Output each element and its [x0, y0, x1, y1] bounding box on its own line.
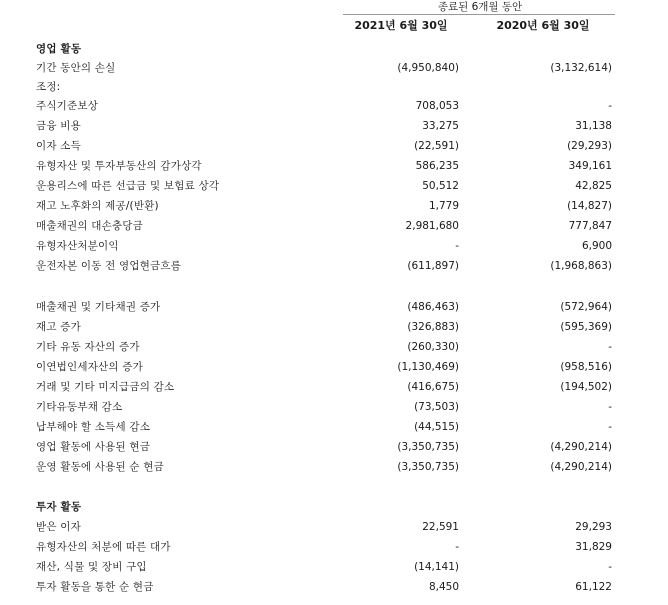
value-2020: 42,825 — [575, 180, 612, 192]
row-label: 이연법인세자산의 증가 — [36, 361, 143, 373]
row-label: 재고 증가 — [36, 321, 81, 333]
value-2020: 6,900 — [581, 240, 612, 252]
row-label: 기간 동안의 손실 — [36, 62, 116, 74]
value-2021: (416,675) — [407, 381, 459, 393]
row-label: 받은 이자 — [36, 521, 81, 533]
section-heading — [0, 498, 668, 517]
table-row — [0, 438, 668, 457]
row-label: 이자 소득 — [36, 140, 81, 152]
row-label: 유형자산의 처분에 따른 대가 — [36, 541, 171, 553]
row-label: 기타 유동 자산의 증가 — [36, 341, 140, 353]
value-2020: - — [608, 100, 612, 112]
table-row — [0, 237, 668, 256]
table-row — [0, 318, 668, 337]
table-row — [0, 117, 668, 136]
table-row — [0, 197, 668, 216]
value-2020: (4,290,214) — [550, 461, 612, 473]
table-row — [0, 398, 668, 417]
value-2020: 29,293 — [575, 521, 612, 533]
value-2020: 31,138 — [575, 120, 612, 132]
row-label: 매출채권의 대손충당금 — [36, 220, 143, 232]
row-label: 거래 및 기타 미지급금의 감소 — [36, 381, 175, 393]
value-2021: (3,350,735) — [397, 441, 459, 453]
table-row — [0, 137, 668, 156]
row-label: 운전자본 이동 전 영업현금흐름 — [36, 260, 182, 272]
value-2020: (572,964) — [560, 301, 612, 313]
table-row — [0, 257, 668, 276]
value-2021: 708,053 — [415, 100, 459, 112]
value-2020: (194,502) — [560, 381, 612, 393]
period-header: 종료된 6개월 동안 — [437, 1, 523, 13]
value-2021: 50,512 — [422, 180, 459, 192]
table-row — [0, 59, 668, 78]
column-header-2021: 2021년 6월 30일 — [354, 19, 448, 32]
table-row — [0, 97, 668, 116]
value-2020: 349,161 — [568, 160, 612, 172]
value-2020: - — [608, 341, 612, 353]
row-label: 유형자산처분이익 — [36, 240, 119, 252]
value-2020: - — [608, 561, 612, 573]
row-label: 재고 노후화의 제공/(반환) — [36, 200, 159, 212]
value-2021: (44,515) — [414, 421, 459, 433]
row-label: 운영 활동에 사용된 순 현금 — [36, 461, 164, 473]
value-2020: (4,290,214) — [550, 441, 612, 453]
value-2020: (958,516) — [560, 361, 612, 373]
row-label: 영업 활동에 사용된 현금 — [36, 441, 151, 453]
table-row — [0, 217, 668, 236]
row-label: 재산, 식물 및 장비 구입 — [36, 561, 147, 573]
value-2021: 586,235 — [415, 160, 459, 172]
table-row — [0, 78, 668, 97]
row-label: 주식기준보상 — [36, 100, 99, 112]
value-2020: 61,122 — [575, 581, 612, 593]
value-2020: 777,847 — [568, 220, 612, 232]
table-row — [0, 558, 668, 577]
value-2021: 22,591 — [422, 521, 459, 533]
table-row — [0, 538, 668, 557]
section-heading — [0, 40, 668, 59]
row-label: 기타유동부채 감소 — [36, 401, 123, 413]
value-2020: - — [608, 421, 612, 433]
value-2020: (14,827) — [567, 200, 612, 212]
value-2021: 8,450 — [428, 581, 459, 593]
table-row — [0, 578, 668, 597]
table-row — [0, 358, 668, 377]
value-2021: (14,141) — [414, 561, 459, 573]
value-2021: (4,950,840) — [397, 62, 459, 74]
row-label: 투자 활동 — [36, 501, 82, 513]
value-2021: (611,897) — [407, 260, 459, 272]
value-2021: (1,130,469) — [397, 361, 459, 373]
value-2020: 31,829 — [575, 541, 612, 553]
value-2021: (486,463) — [407, 301, 459, 313]
value-2020: - — [608, 401, 612, 413]
table-row — [0, 418, 668, 437]
table-row — [0, 378, 668, 397]
table-row — [0, 177, 668, 196]
value-2021: 2,981,680 — [405, 220, 459, 232]
table-row — [0, 518, 668, 537]
value-2021: 1,779 — [428, 200, 459, 212]
table-row — [0, 458, 668, 477]
row-label: 운용리스에 따른 선급금 및 보험료 상각 — [36, 180, 220, 192]
value-2021: (260,330) — [407, 341, 459, 353]
value-2020: (595,369) — [560, 321, 612, 333]
value-2021: (3,350,735) — [397, 461, 459, 473]
row-label: 조정: — [36, 81, 61, 93]
row-label: 투자 활동을 통한 순 현금 — [36, 581, 154, 593]
period-underline — [343, 14, 615, 15]
column-header-2020: 2020년 6월 30일 — [496, 19, 590, 32]
value-2021: 33,275 — [422, 120, 459, 132]
value-2021: - — [455, 240, 459, 252]
row-label: 금융 비용 — [36, 120, 81, 132]
value-2021: - — [455, 541, 459, 553]
value-2021: (22,591) — [414, 140, 459, 152]
value-2020: (29,293) — [567, 140, 612, 152]
table-row — [0, 157, 668, 176]
table-row — [0, 298, 668, 317]
row-label: 영업 활동 — [36, 43, 82, 55]
row-label: 매출채권 및 기타채권 증가 — [36, 301, 161, 313]
value-2020: (1,968,863) — [550, 260, 612, 272]
row-label: 유형자산 및 투자부동산의 감가상각 — [36, 160, 202, 172]
value-2021: (326,883) — [407, 321, 459, 333]
value-2020: (3,132,614) — [550, 62, 612, 74]
value-2021: (73,503) — [414, 401, 459, 413]
row-label: 납부해야 할 소득세 감소 — [36, 421, 151, 433]
table-row — [0, 338, 668, 357]
